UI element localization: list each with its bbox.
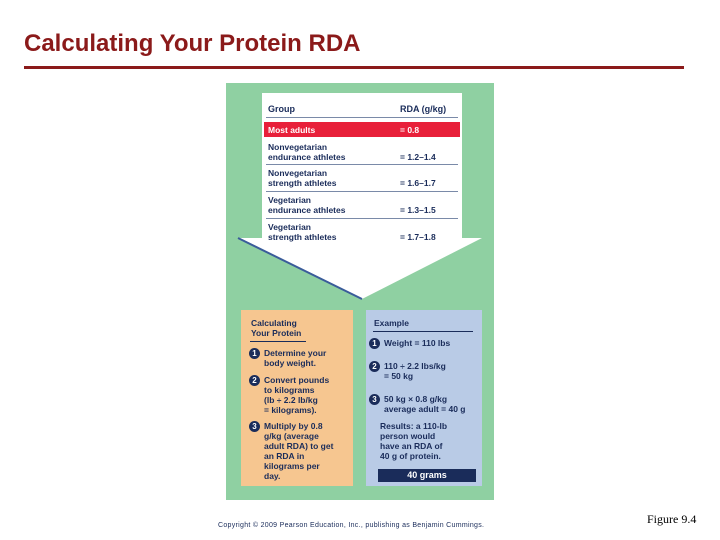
step-number-badge: 1 [369, 338, 380, 349]
copyright-notice: Copyright © 2009 Pearson Education, Inc., publishing as Benjamin Cummings. [218, 522, 485, 529]
table-header-rda: RDA (g/kg) [400, 104, 447, 114]
figure-label: Figure 9.4 [647, 512, 697, 526]
table-header-group: Group [268, 104, 295, 114]
example-step-text: 50 kg × 0.8 g/kg average adult = 40 g [384, 394, 466, 414]
row-divider [266, 164, 458, 165]
table-row [264, 221, 460, 243]
row-label: Nonvegetarian endurance athletes [268, 142, 346, 162]
row-value: = 1.3–1.5 [400, 205, 436, 215]
step-number-badge: 3 [369, 394, 380, 405]
calculating-step-text: Determine your body weight. [264, 348, 327, 368]
example-step-text: Weight = 110 lbs [384, 338, 451, 348]
row-value: = 1.7–1.8 [400, 232, 436, 242]
slide-title: Calculating Your Protein RDA [24, 30, 361, 57]
table-row-most-adults [264, 122, 460, 137]
row-value: = 1.2–1.4 [400, 152, 436, 162]
row-divider [266, 191, 458, 192]
example-heading-rule [373, 331, 473, 332]
step-number-badge: 3 [249, 421, 260, 432]
calculating-step-text: Convert pounds to kilograms (lb ÷ 2.2 lb/kg = kilograms). [264, 375, 330, 415]
row-label: Vegetarian endurance athletes [268, 195, 346, 215]
example-result-text: Results: a 110-lb person would have an RDA of 40 g of protein. [380, 421, 448, 461]
table-row [264, 141, 460, 163]
example-step-text: 110 ÷ 2.2 lbs/kg = 50 kg [384, 361, 446, 381]
example-heading: Example [374, 318, 409, 328]
step-number-badge: 2 [249, 375, 260, 386]
table-row [264, 167, 460, 189]
table-row [264, 194, 460, 216]
title-divider [24, 66, 684, 69]
row-label: Most adults [268, 125, 316, 135]
row-label: Nonvegetarian strength athletes [268, 168, 337, 188]
total-result-bar: 40 grams [378, 469, 476, 482]
row-divider [266, 218, 458, 219]
row-value: = 0.8 [400, 125, 420, 135]
calculating-step-text: Multiply by 0.8 g/kg (average adult RDA) to get an RDA in kilograms per day. [264, 421, 334, 481]
step-number-badge: 1 [249, 348, 260, 359]
row-label: Vegetarian strength athletes [268, 222, 337, 242]
calculating-heading-rule [250, 341, 306, 342]
header-divider [266, 117, 458, 118]
step-number-badge: 2 [369, 361, 380, 372]
row-value: = 1.6–1.7 [400, 178, 436, 188]
calculating-heading: Calculating Your Protein [251, 318, 302, 338]
